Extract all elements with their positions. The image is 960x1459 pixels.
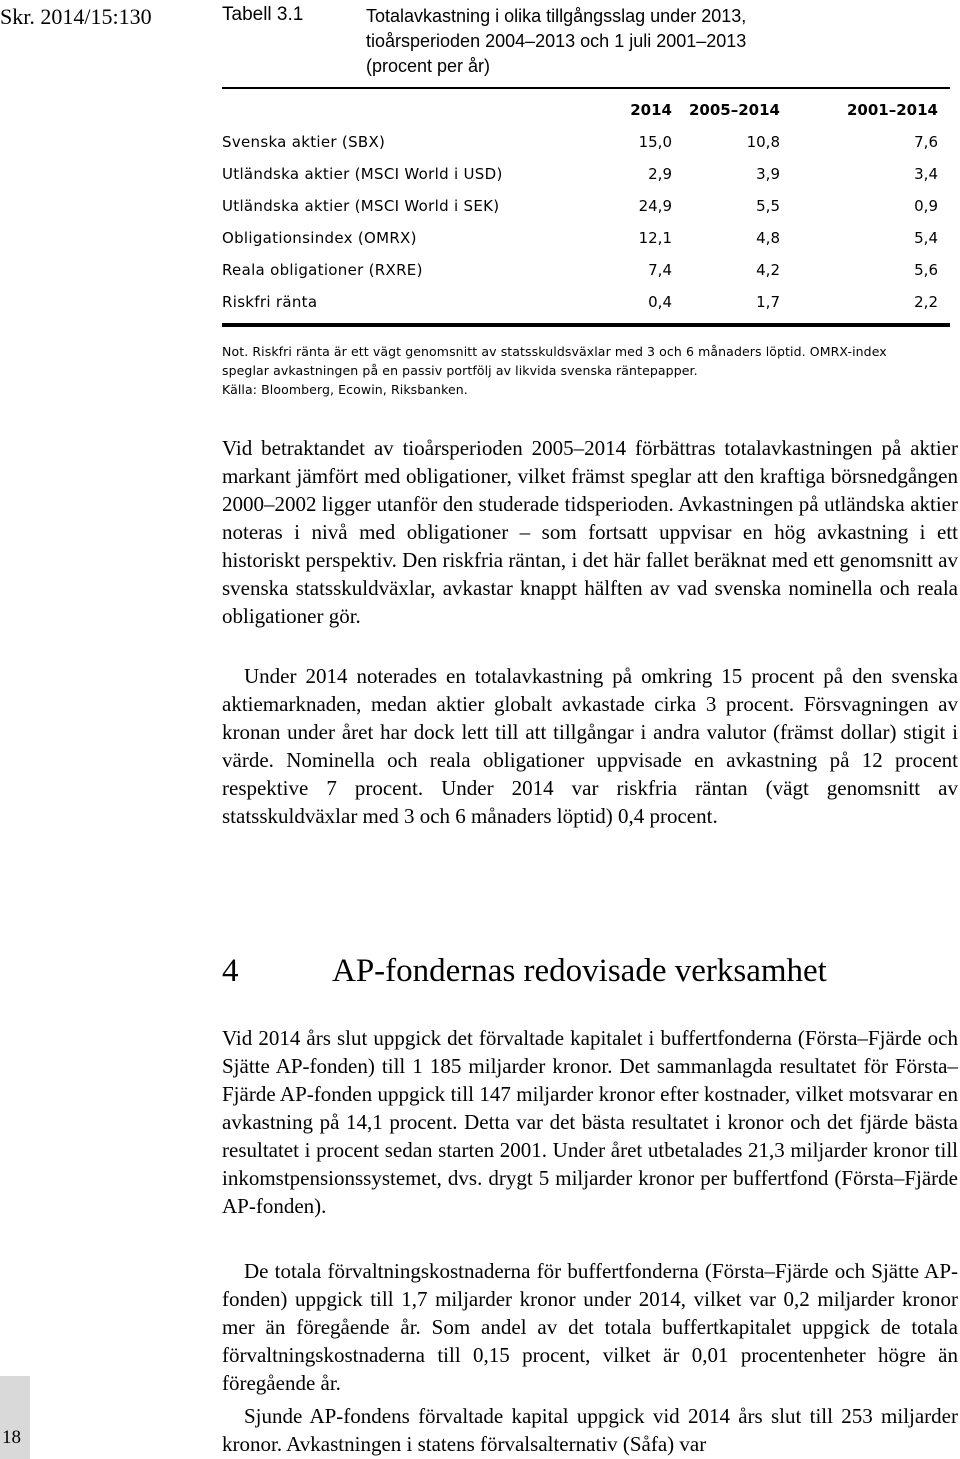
table-cell: 3,9 xyxy=(756,165,780,183)
table-source-line: Källa: Bloomberg, Ecowin, Riksbanken. xyxy=(222,382,468,397)
row-label: Obligationsindex (OMRX) xyxy=(222,229,417,247)
table-note-line: Not. Riskfri ränta är ett vägt genomsnitt av statsskuldsväxlar med 3 och 6 månaders löptid. OMRX-index xyxy=(222,344,887,359)
table-row xyxy=(222,254,950,286)
table-cell: 12,1 xyxy=(638,229,672,247)
table-cell: 4,8 xyxy=(756,229,780,247)
table-cell: 10,8 xyxy=(746,133,780,151)
table-label: Tabell 3.1 xyxy=(222,4,304,25)
table-cell: 4,2 xyxy=(756,261,780,279)
table-title-line: (procent per år) xyxy=(366,56,491,76)
column-header: 2005–2014 xyxy=(689,101,780,119)
table-header-row xyxy=(222,94,950,126)
table-cell: 2,9 xyxy=(648,165,672,183)
table-row xyxy=(222,190,950,222)
table-row xyxy=(222,286,950,318)
table-cell: 7,4 xyxy=(648,261,672,279)
row-label: Riskfri ränta xyxy=(222,293,318,311)
section-paragraph: Vid 2014 års slut uppgick det förvaltade kapitalet i buffertfonderna (Första–Fjärde och Sjätte AP-fonden) till 1 185 miljarder kronor. Det sammanlagda resultatet för Första–Fjärde AP-fonden uppgick till 147 miljarder kronor efter kostnader, vilket motsvarar en avkastning på 14,1 procent. Detta var det bästa resultatet i kronor och det fjärde bästa resultatet i procent sedan starten 2001. Under året utbetalades 21,3 miljarder kronor till inkomstpensionssystemet, dvs. drygt 5 miljarder kronor per buffertfond (Första–Fjärde AP-fonden). xyxy=(222,1026,958,1218)
table-cell: 24,9 xyxy=(638,197,672,215)
table-cell: 7,6 xyxy=(914,133,938,151)
section-title: AP-fondernas redovisade verksamhet xyxy=(332,953,827,989)
section-number: 4 xyxy=(222,953,239,989)
table-cell: 0,4 xyxy=(648,293,672,311)
section-heading xyxy=(222,953,827,990)
row-label: Utländska aktier (MSCI World i SEK) xyxy=(222,197,500,215)
table-title-line: tioårsperioden 2004–2013 och 1 juli 2001–2013 xyxy=(366,31,747,51)
table-title xyxy=(366,4,956,79)
table-cell: 5,4 xyxy=(914,229,938,247)
document-reference: Skr. 2014/15:130 xyxy=(0,4,152,29)
table-cell: 0,9 xyxy=(914,197,938,215)
column-header: 2014 xyxy=(630,101,672,119)
table-cell: 1,7 xyxy=(756,293,780,311)
table-cell: 5,6 xyxy=(914,261,938,279)
table-cell: 15,0 xyxy=(638,133,672,151)
page-number: 18 xyxy=(2,1427,21,1448)
table-cell: 5,5 xyxy=(756,197,780,215)
table-note-line: speglar avkastningen på en passiv portfölj av likvida svenska räntepapper. xyxy=(222,363,698,378)
table-bottom-rule xyxy=(222,323,950,327)
table-row xyxy=(222,158,950,190)
column-header: 2001–2014 xyxy=(847,101,938,119)
row-label: Utländska aktier (MSCI World i USD) xyxy=(222,165,503,183)
section-paragraph: Sjunde AP-fondens förvaltade kapital uppgick vid 2014 års slut till 253 miljarder kronor. Avkastningen i statens förvalsalternativ (Såfa) var xyxy=(222,1404,958,1456)
row-label: Reala obligationer (RXRE) xyxy=(222,261,423,279)
body-paragraph: Vid betraktandet av tioårsperioden 2005–2014 förbättras totalavkastningen på aktier markant jämfört med obligationer, vilket främst speglar att den kraftiga börsnedgången 2000–2002 ligger utanför den studerade tidsperioden. Avkastningen på utländska aktier noteras i nivå med obligationer – som fortsatt uppvisar en hög avkastning i ett historiskt perspektiv. Den riskfria räntan, i det här fallet beräknat med ett genomsnitt av svenska statsskuldväxlar, avkastar knappt hälften av vad svenska nominella och reala obligationer gör. xyxy=(222,436,958,628)
table-row xyxy=(222,222,950,254)
table-title-line: Totalavkastning i olika tillgångsslag under 2013, xyxy=(366,6,747,26)
table-cell: 3,4 xyxy=(914,165,938,183)
row-label: Svenska aktier (SBX) xyxy=(222,133,386,151)
table-notes xyxy=(222,342,950,399)
section-paragraph: De totala förvaltningskostnaderna för buffertfonderna (Första–Fjärde och Sjätte AP-fonden) uppgick till 1,7 miljarder kronor under 2014, vilket var 0,2 miljarder kronor mer än föregående år. Som andel av det totala buffertkapitalet uppgick de totala förvaltningskostnaderna till 0,15 procent, vilket är 0,01 procentenheter högre än föregående år. xyxy=(222,1259,958,1395)
table-cell: 2,2 xyxy=(914,293,938,311)
body-paragraph: Under 2014 noterades en totalavkastning på omkring 15 procent på den svenska aktiemarknaden, medan aktier globalt avkastade cirka 3 procent. Försvagningen av kronan under året har dock lett till att tillgångar i andra valutor (främst dollar) stigit i värde. Nominella och reala obligationer uppvisade en avkastning på 12 procent respektive 7 procent. Under 2014 var riskfria räntan (vägt genomsnitt av statsskuldväxlar med 3 och 6 månaders löptid) 0,4 procent. xyxy=(222,664,958,828)
table-top-rule xyxy=(222,87,950,89)
table-row xyxy=(222,126,950,158)
